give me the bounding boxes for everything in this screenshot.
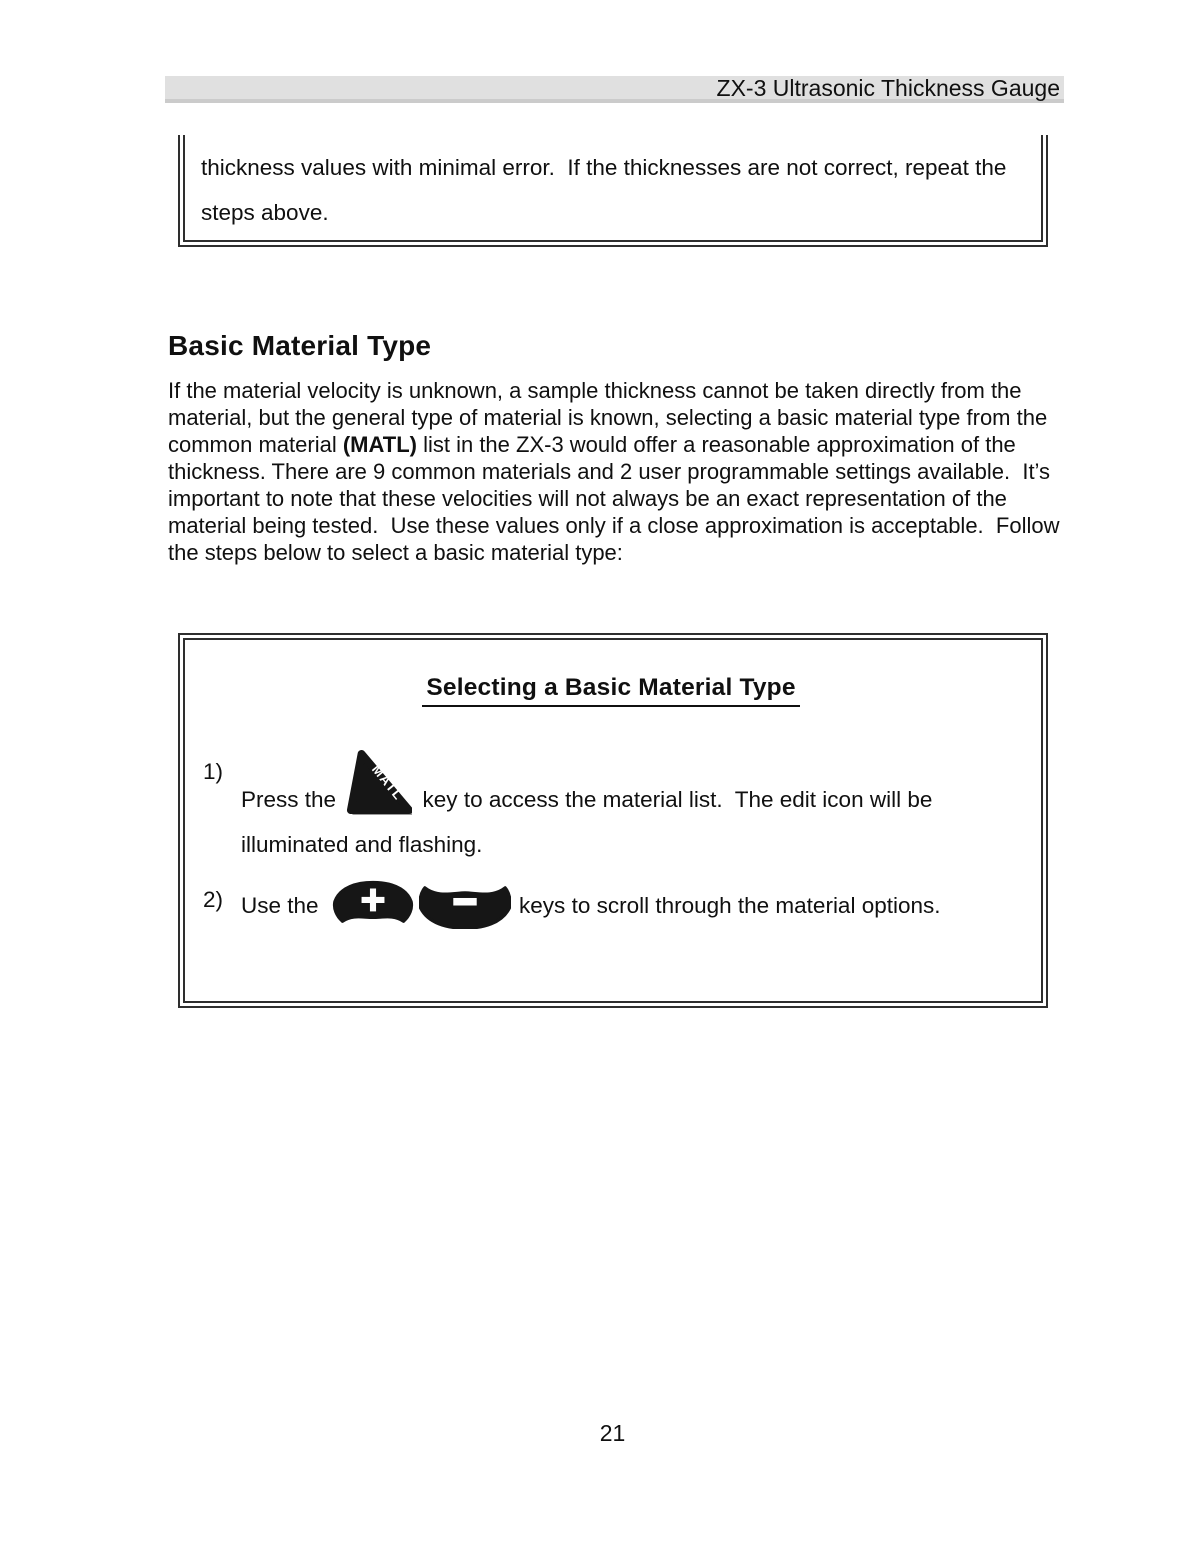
section-paragraph — [168, 377, 1068, 566]
paragraph-text-end: list in the ZX-3 would offer a reasonable approximation of the thickness. There are 9 common materials and 2 user programmable settings available. It’s important to note that these velocities will not always be an exact representation of the material being tested. Use these values only if a close approximation is acceptable. Follow the steps below to select a basic material type: — [168, 432, 1066, 565]
procedure-title: Selecting a Basic Material Type — [422, 674, 799, 707]
plus-key-icon — [331, 880, 415, 926]
continuation-note-box-inner — [183, 135, 1043, 242]
plus-glyph-vertical — [370, 888, 376, 911]
minus-key-face — [420, 888, 510, 928]
paragraph-text-start: If the material velocity is unknown, a sample thickness cannot be taken directly from the material, but the general type of material is known, selecting a basic material type from the common material — [168, 378, 1054, 457]
matl-bold-term: (MATL) — [342, 432, 417, 457]
step-1-body — [241, 749, 1027, 867]
section-heading: Basic Material Type — [168, 330, 432, 361]
minus-key-icon — [419, 877, 511, 929]
step-1-number: 1) — [203, 759, 224, 784]
page-header-bar — [165, 76, 1064, 103]
step-2-text-after: keys to scroll through the material options. — [512, 893, 941, 918]
procedure-step-2 — [195, 877, 1027, 929]
step-1-text-after: key to access the material list. The edit icon will be illuminated and flashing. — [241, 787, 939, 857]
procedure-box — [178, 633, 1048, 1008]
matl-key-icon — [346, 749, 412, 815]
step-2-number: 2) — [203, 887, 224, 912]
step-2-text-before: Use the — [241, 893, 325, 918]
page-number: 21 — [599, 1420, 626, 1446]
procedure-box-inner — [183, 638, 1043, 1003]
step-2-body — [241, 877, 1027, 929]
minus-glyph — [453, 898, 476, 906]
procedure-step-1 — [195, 749, 1027, 867]
header-title: ZX-3 Ultrasonic Thickness Gauge — [716, 75, 1060, 101]
procedure-title-row — [195, 674, 1027, 707]
continuation-note-box — [178, 135, 1048, 247]
continuation-note-text: thickness values with minimal error. If the thicknesses are not correct, repeat the steps above. — [201, 155, 1013, 225]
step-1-text-before: Press the — [241, 787, 343, 812]
matl-key-label: MATL — [369, 761, 407, 804]
